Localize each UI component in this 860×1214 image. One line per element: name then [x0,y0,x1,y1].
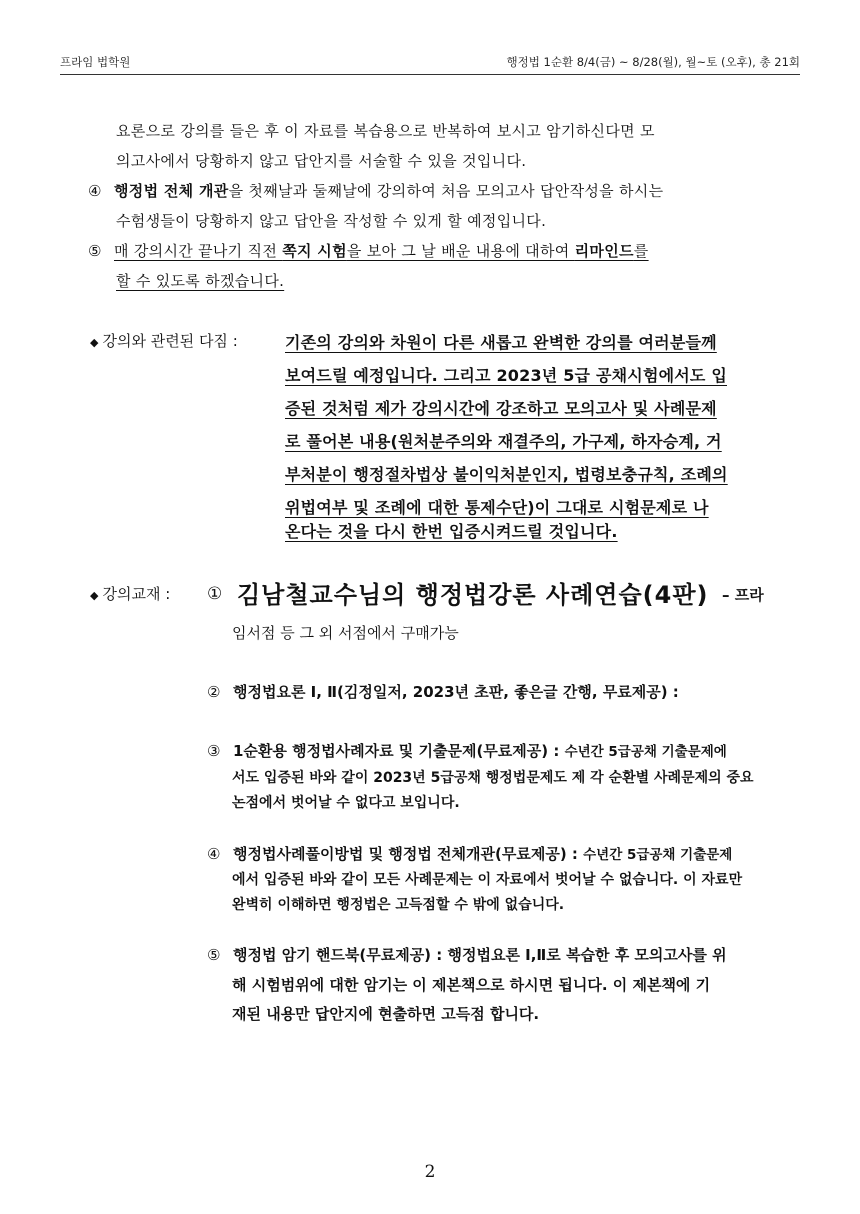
pledge-label-text: 강의와 관련된 다짐 : [102,332,238,350]
intro-line-2: 의고사에서 당황하지 않고 답안지를 서술할 수 있을 것입니다. [116,152,527,170]
book-4-desc-3: 완벽히 이해하면 행정법은 고득점할 수 밖에 없습니다. [232,897,565,913]
book-5-line-2: 해 시험범위에 대한 암기는 이 제본책으로 하시면 됩니다. 이 제본책에 기 [232,976,711,994]
book-1-number: ① [207,584,223,604]
item-4-bold: 행정법 전체 개관 [114,182,229,200]
item-4-number: ④ [88,182,102,200]
item-5-text-b: 을 보아 그 날 배운 내용에 대하여 [346,242,575,260]
book-4-number: ④ [207,845,221,863]
book-5-number: ⑤ [207,946,221,964]
pledge-line-6: 위법여부 및 조례에 대한 통제수단)이 그대로 시험문제로 나 [285,498,709,517]
header-left: 프라임 법학원 [60,55,131,69]
book-4-title: 행정법사례풀이방법 및 행정법 전체개관(무료제공) : [233,845,578,863]
book-3-number: ③ [207,742,221,760]
pledge-label [90,330,238,351]
page-number: 2 [424,1162,436,1182]
textbooks-label-text: 강의교재 : [102,585,171,603]
pledge-line-1: 기존의 강의와 차원이 다른 새롭고 완벽한 강의를 여러분들께 [285,333,717,352]
book-3 [207,740,727,761]
item-5-text-a: 매 강의시간 끝나기 직전 [114,242,283,260]
book-2-number: ② [207,683,221,701]
book-2 [207,681,679,702]
item-5-number: ⑤ [88,242,102,260]
book-5-line-1: 행정법 암기 핸드북(무료제공) : 행정법요론 Ⅰ,Ⅱ로 복습한 후 모의고사를 위 [233,946,727,964]
item-5-bold-remind: 리마인드 [574,242,634,260]
pledge-line-7: 온다는 것을 다시 한번 입증시켜드릴 것입니다. [285,522,618,541]
book-1-line-2: 임서점 등 그 외 서점에서 구매가능 [232,624,459,642]
diamond-bullet-icon: ◆ [90,336,99,349]
book-2-title: 행정법요론 Ⅰ, Ⅱ(김정일저, 2023년 초판, 좋은글 간행, 무료제공) : [233,683,679,701]
intro-item-4 [88,180,663,201]
book-1-title: 김남철교수님의 행정법강론 사례연습(4판) [237,581,709,609]
book-3-desc-1: 수년간 5급공채 기출문제에 [564,744,727,760]
diamond-bullet-icon: ◆ [90,589,99,602]
header-right: 행정법 1순환 8/4(금) ~ 8/28(월), 월~토 (오후), 총 21회 [506,55,800,69]
pledge-line-4: 로 풀어본 내용(원처분주의와 재결주의, 가구제, 하자승계, 거 [285,432,722,451]
item-5-text-c: 를 [633,242,649,260]
item-4-rest: 을 첫째날과 둘째날에 강의하여 처음 모의고사 답안작성을 하시는 [228,182,664,200]
book-3-desc-3: 논점에서 벗어날 수 없다고 보입니다. [232,795,460,811]
book-4-desc-2: 에서 입증된 바와 같이 모든 사례문제는 이 자료에서 벗어날 수 없습니다. 이 자료만 [232,872,743,888]
book-5-line-3: 재된 내용만 답안지에 현출하면 고득점 합니다. [232,1005,540,1023]
intro-item-4-line-2: 수험생들이 당황하지 않고 답안을 작성할 수 있게 할 예정입니다. [116,212,547,230]
book-4-desc-1: 수년간 5급공채 기출문제 [583,847,733,863]
book-5 [207,944,727,965]
pledge-line-2: 보여드릴 예정입니다. 그리고 2023년 5급 공채시험에서도 입 [285,366,727,385]
textbooks-label [90,583,170,604]
header-rule [60,74,800,75]
item-5-bold-quiz: 쪽지 시험 [282,242,347,260]
intro-line-1: 요론으로 강의를 들은 후 이 자료를 복습용으로 반복하여 보시고 암기하신다면 모 [116,122,655,140]
intro-item-5 [88,240,649,261]
book-3-title: 1순환용 행정법사례자료 및 기출문제(무료제공) : [233,742,560,760]
intro-item-5-line-2: 할 수 있도록 하겠습니다. [116,272,285,290]
pledge-line-5: 부처분이 행정절차법상 불이익처분인지, 법령보충규칙, 조례의 [285,465,728,484]
book-3-desc-2: 서도 입증된 바와 같이 2023년 5급공채 행정법문제도 제 각 순환별 사례문제의 중요 [232,770,754,786]
pledge-line-3: 증된 것처럼 제가 강의시간에 강조하고 모의고사 및 사례문제 [285,399,717,418]
book-1-suffix: – 프라 [722,586,764,604]
book-4 [207,843,732,864]
